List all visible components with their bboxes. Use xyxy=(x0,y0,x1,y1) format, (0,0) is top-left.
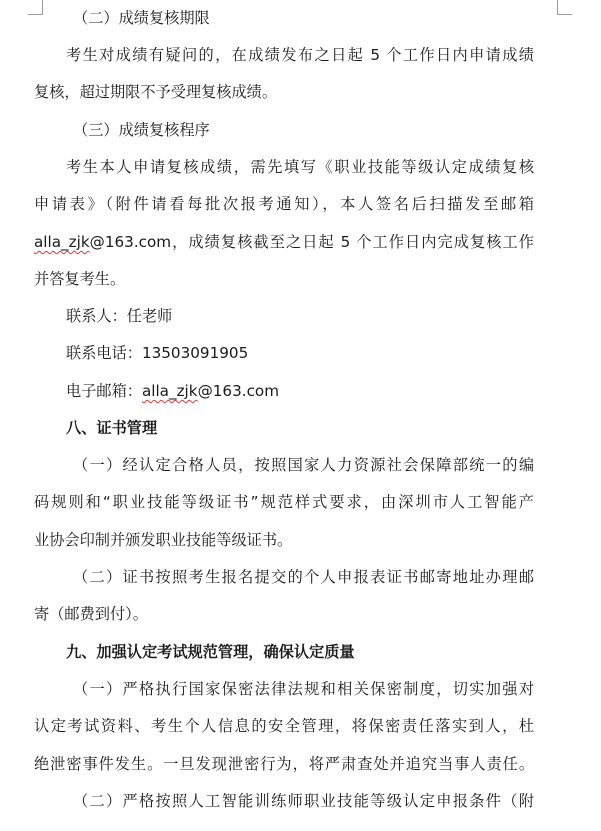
paragraph-line: 码规则和“职业技能等级证书”规范样式要求，由深圳市人工智能产 xyxy=(34,493,534,511)
paragraph-line: （二）证书按照考生报名提交的个人申报表证书邮寄地址办理邮 xyxy=(73,568,534,586)
paragraph-line: 复核，超过期限不予受理复核成绩。 xyxy=(34,83,277,101)
paragraph-line: 认定考试资料、考生个人信息的安全管理，将保密责任落实到人，杜 xyxy=(34,717,534,735)
paragraph-line: 并答复考生。 xyxy=(34,270,126,288)
paragraph-line: （一）严格执行国家保密法律法规和相关保密制度，切实加强对 xyxy=(73,680,534,698)
paragraph-line: （一）经认定合格人员，按照国家人力资源社会保障部统一的编 xyxy=(73,456,534,474)
paragraph-line: （二）严格按照人工智能训练师职业技能等级认定申报条件（附 xyxy=(73,792,534,810)
paragraph-line: 申请表》（附件请看每批次报考通知），本人签名后扫描发至邮箱 xyxy=(34,195,534,213)
paragraph-line: 考生对成绩有疑问的，在成绩发布之日起 5 个工作日内申请成绩 xyxy=(66,46,534,64)
subheading-review-deadline: （二）成绩复核期限 xyxy=(73,9,210,27)
paragraph-line-email xyxy=(34,232,534,252)
email-local-part: alla_zjk xyxy=(141,382,198,400)
crop-mark-top-left xyxy=(28,0,43,15)
contact-email: 电子邮箱：alla_zjk@163.com xyxy=(66,382,280,400)
paragraph-line: 业协会印制并颁发职业技能等级证书。 xyxy=(34,531,293,549)
contact-phone: 联系电话：13503091905 xyxy=(66,344,249,362)
paragraph-line: 寄（邮费到付）。 xyxy=(34,605,148,623)
paragraph-line: 考生本人申请复核成绩，需先填写《职业技能等级认定成绩复核 xyxy=(66,158,534,176)
section-heading-exam-management: 九、加强认定考试规范管理，确保认定质量 xyxy=(66,643,355,661)
contact-person: 联系人：任老师 xyxy=(66,307,173,325)
email-rest: @163.com，成绩复核截至之日起 5 个工作日内完成复核工作 xyxy=(89,233,534,251)
paragraph-line: 绝泄密事件发生。一旦发现泄密行为，将严肃查处并追究当事人责任。 xyxy=(34,755,534,773)
email-local-part: alla_zjk xyxy=(34,233,90,251)
section-heading-certificate-management: 八、证书管理 xyxy=(66,419,158,437)
subheading-review-procedure: （三）成绩复核程序 xyxy=(73,121,210,139)
crop-mark-top-right xyxy=(557,0,572,15)
